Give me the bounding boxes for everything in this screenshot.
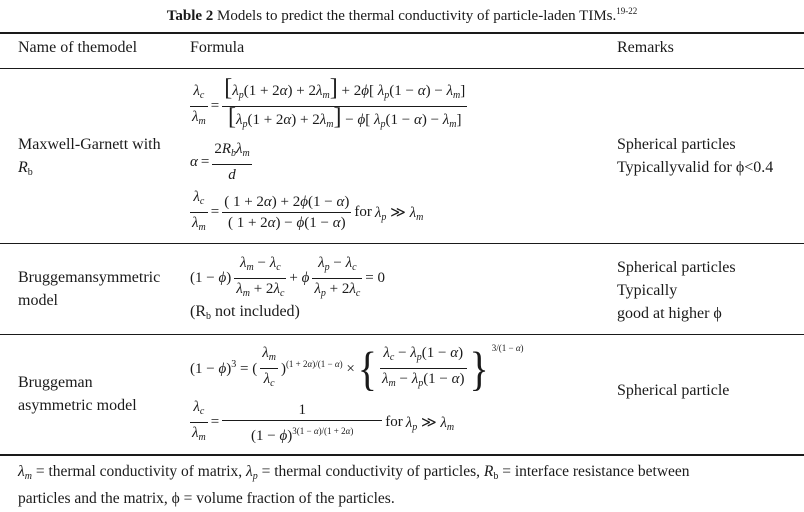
caption-text: Models to predict the thermal conductivity of particle-laden TIMs. <box>217 8 617 24</box>
row1-formula-alpha: α = $\frac{2R_b\lambda_m}{d}$ <box>190 141 250 183</box>
row2-remark-1: Spherical particles <box>617 259 736 276</box>
row3-name-line2: asymmetric model <box>18 397 137 414</box>
row2-name <box>18 266 160 312</box>
row1-rule <box>0 243 804 244</box>
row3-formula-main: $(1 - \phi)^3$ = ( $\frac{\lambda_m}{\lambda_c}$ )$^{(1 + 2\alpha)/(1 - \alpha)}$ × { $\frac{\lambda_c - \lambda_p(1 - \alpha)}{\lambda_m - \lambda_p(1 - \alpha)}$ } $^{3/(1 - \alpha )}$ <box>190 340 524 395</box>
row2-name-line2: model <box>18 292 58 309</box>
row1-remark-1: Spherical particles <box>617 136 736 153</box>
header-remarks: Remarks <box>617 39 674 56</box>
row2-remark-2: Typically <box>617 282 678 299</box>
row1-name-line1: Maxwell-Garnett with <box>18 136 161 153</box>
footnote-line1: $\lambda_m$ = thermal conductivity of matrix, $\lambda_p$ = thermal conductivity of particles, $R_b$ = interface resistance between <box>18 463 690 482</box>
row1-name <box>18 133 161 184</box>
row2-remark-3: good at higher ϕ <box>617 305 722 322</box>
row2-rule <box>0 334 804 335</box>
row3-remark-1: Spherical particle <box>617 382 730 399</box>
row3-name <box>18 371 137 417</box>
row3-for: for <box>385 414 403 430</box>
row1-remark-2: Typicallyvalid for ϕ<0.4 <box>617 159 774 176</box>
row1-formula-main: $\frac{\lambda_c}{\lambda_m}$ = $\frac{[\lambda_p(1 + 2\alpha) + 2\lambda_m] + 2\phi[ \lambda_p(1 - \alpha) - \lambda_m]}{[\lambda_p(1 + 2\alpha) + 2\lambda_m] - \phi[ \lambda_p(1 - \alpha) - \lambda_m]}$ <box>192 75 466 130</box>
row2-formula: (1 − ϕ) $\frac{\lambda_m - \lambda_c}{\lambda_m + 2\lambda_c}$ + ϕ $\frac{\lambda_p - \lambda_c}{\lambda_p + 2\lambda_c}$ = 0 <box>190 255 386 299</box>
header-formula: Formula <box>190 39 245 56</box>
row1-remarks <box>617 133 773 179</box>
caption-label: Table 2 <box>166 8 214 24</box>
row2-name-line1: Bruggemansymmetric <box>18 269 161 286</box>
row3-name-line1: Bruggeman <box>18 374 93 391</box>
table-footnote <box>18 461 690 510</box>
top-rule <box>0 32 804 34</box>
caption-refs: 19-22 <box>616 6 638 16</box>
row2-remarks <box>617 256 736 325</box>
row1-formula-limit: $\frac{\lambda_c}{\lambda_m}$ = $\frac{( 1 + 2\alpha) + 2\phi(1 - \alpha)}{( 1 + 2\alpha) - \phi(1 - \alpha)}$ for $\lambda_p$ ≫ $\lambda_m$ <box>192 189 424 233</box>
header-name: Name of themodel <box>18 39 138 56</box>
row1-for: for <box>354 204 372 220</box>
table-caption <box>0 6 804 25</box>
row1-name-line2: $R_b$ <box>18 159 33 178</box>
bottom-rule <box>0 454 804 456</box>
header-rule <box>0 68 804 69</box>
row2-formula-note: ($R_b$ not included) <box>190 303 300 322</box>
row3-formula-limit: $\frac{\lambda_c}{\lambda_m}$ = $\frac{1}{(1 - \phi)^{3(1 - \alpha)/(1 + 2\alpha)}}$ for $\lambda_p$ ≫ $\lambda_m$ <box>192 399 455 444</box>
footnote-line2: particles and the matrix, ϕ = volume fraction of the particles. <box>18 490 395 507</box>
